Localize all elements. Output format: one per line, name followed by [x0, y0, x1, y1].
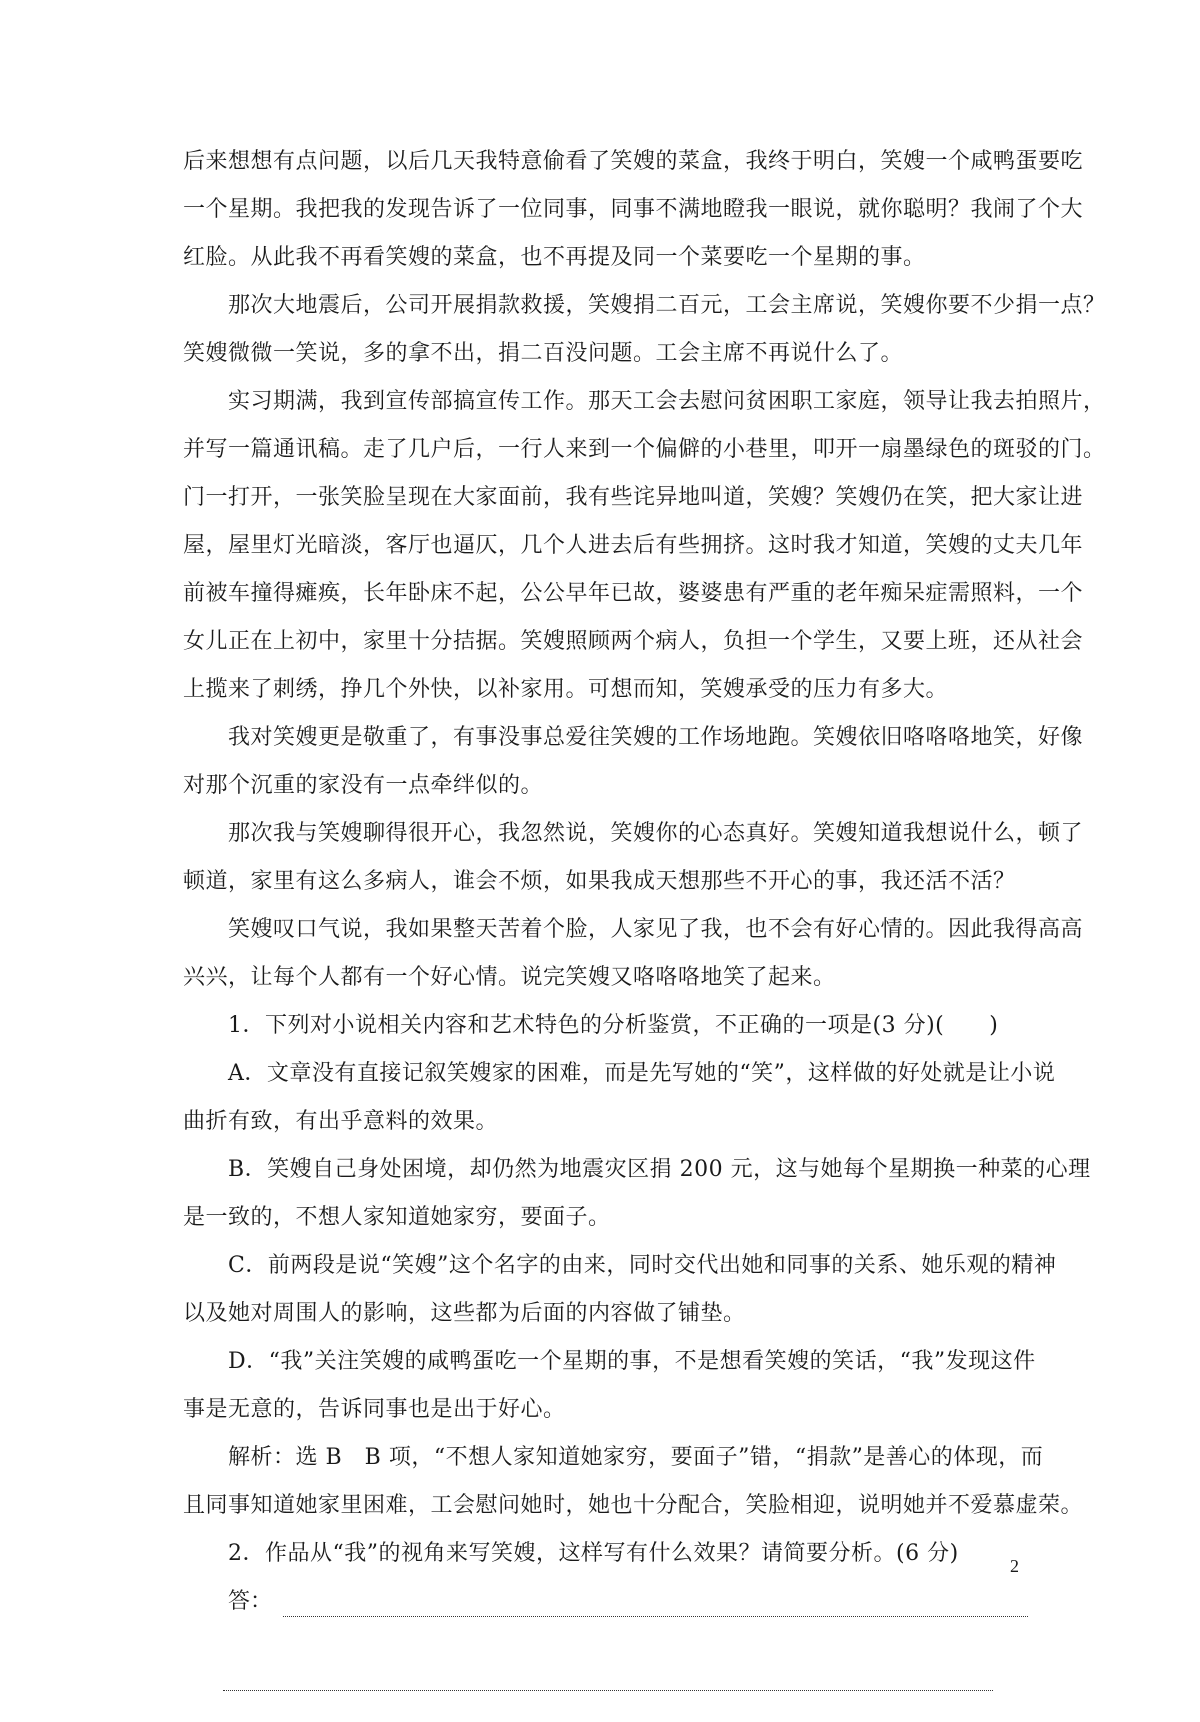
text-line: D．“我”关注笑嫂的咸鸭蛋吃一个星期的事，不是想看笑嫂的笑话，“我”发现这件 — [228, 1349, 1036, 1374]
text-line: 一个星期。我把我的发现告诉了一位同事，同事不满地瞪我一眼说，就你聪明？我闹了个大 — [183, 197, 1084, 222]
answer-blank-line-1[interactable] — [283, 1616, 1028, 1617]
text-line: 是一致的，不想人家知道她家穷，要面子。 — [183, 1205, 611, 1230]
text-line: 屋，屋里灯光暗淡，客厅也逼仄，几个人进去后有些拥挤。这时我才知道，笑嫂的丈夫几年 — [183, 533, 1084, 558]
text-line: 笑嫂微微一笑说，多的拿不出，捐二百没问题。工会主席不再说什么了。 — [183, 341, 904, 366]
answer-label: 答： — [228, 1589, 273, 1614]
document-body — [183, 138, 1106, 1722]
answer-row — [183, 1578, 1028, 1626]
text-line: C．前两段是说“笑嫂”这个名字的由来，同时交代出她和同事的关系、她乐观的精神 — [228, 1253, 1057, 1278]
text-line: 曲折有致，有出乎意料的效果。 — [183, 1109, 499, 1134]
text-line: 并写一篇通讯稿。走了几户后，一行人来到一个偏僻的小巷里，叩开一扇墨绿色的斑驳的门。 — [183, 437, 1106, 462]
answer-blank-line-2[interactable] — [223, 1690, 993, 1691]
text-line: 门一打开，一张笑脸呈现在大家面前，我有些诧异地叫道，笑嫂？笑嫂仍在笑，把大家让进 — [183, 485, 1084, 510]
text-line: 红脸。从此我不再看笑嫂的菜盒，也不再提及同一个菜要吃一个星期的事。 — [183, 245, 926, 270]
text-line: 女儿正在上初中，家里十分拮据。笑嫂照顾两个病人，负担一个学生，又要上班，还从社会 — [183, 629, 1084, 654]
text-line: 对那个沉重的家没有一点牵绊似的。 — [183, 773, 544, 798]
text-line: 前被车撞得瘫痪，长年卧床不起，公公早年已故，婆婆患有严重的老年痴呆症需照料，一个 — [183, 581, 1084, 606]
text-line: 我对笑嫂更是敬重了，有事没事总爱往笑嫂的工作场地跑。笑嫂依旧咯咯咯地笑，好像 — [228, 725, 1084, 750]
text-line: 后来想想有点问题，以后几天我特意偷看了笑嫂的菜盒，我终于明白，笑嫂一个咸鸭蛋要吃 — [183, 149, 1084, 174]
text-line: 解析：选 B B 项，“不想人家知道她家穷，要面子”错，“捐款”是善心的体现，而 — [228, 1445, 1044, 1470]
text-line: 以及她对周围人的影响，这些都为后面的内容做了铺垫。 — [183, 1301, 746, 1326]
text-line: 1．下列对小说相关内容和艺术特色的分析鉴赏，不正确的一项是(3 分)( ) — [228, 1013, 999, 1038]
text-line: A．文章没有直接记叙笑嫂家的困难，而是先写她的“笑”，这样做的好处就是让小说 — [228, 1061, 1056, 1086]
text-line: 2．作品从“我”的视角来写笑嫂，这样写有什么效果？请简要分析。(6 分) — [228, 1541, 959, 1566]
text-line: 那次大地震后，公司开展捐款救援，笑嫂捐二百元，工会主席说，笑嫂你要不少捐一点？ — [228, 293, 1106, 318]
text-line: 顿道，家里有这么多病人，谁会不烦，如果我成天想那些不开心的事，我还活不活？ — [183, 869, 1016, 894]
text-line: 事是无意的，告诉同事也是出于好心。 — [183, 1397, 566, 1422]
text-line: 兴兴，让每个人都有一个好心情。说完笑嫂又咯咯咯地笑了起来。 — [183, 965, 836, 990]
text-line: 上揽来了刺绣，挣几个外快，以补家用。可想而知，笑嫂承受的压力有多大。 — [183, 677, 949, 702]
text-lines — [183, 138, 1106, 1578]
text-line: 实习期满，我到宣传部搞宣传工作。那天工会去慰问贫困职工家庭，领导让我去拍照片， — [228, 389, 1106, 414]
text-line: B．笑嫂自己身处困境，却仍然为地震灾区捐 200 元，这与她每个星期换一种菜的心理 — [228, 1157, 1091, 1182]
page-number: 2 — [1010, 1556, 1019, 1576]
text-line: 那次我与笑嫂聊得很开心，我忽然说，笑嫂你的心态真好。笑嫂知道我想说什么，顿了 — [228, 821, 1084, 846]
text-line: 笑嫂叹口气说，我如果整天苦着个脸，人家见了我，也不会有好心情的。因此我得高高 — [228, 917, 1084, 942]
answer-row-2 — [183, 1626, 1028, 1722]
text-line: 且同事知道她家里困难，工会慰问她时，她也十分配合，笑脸相迎，说明她并不爱慕虚荣。 — [183, 1493, 1084, 1518]
